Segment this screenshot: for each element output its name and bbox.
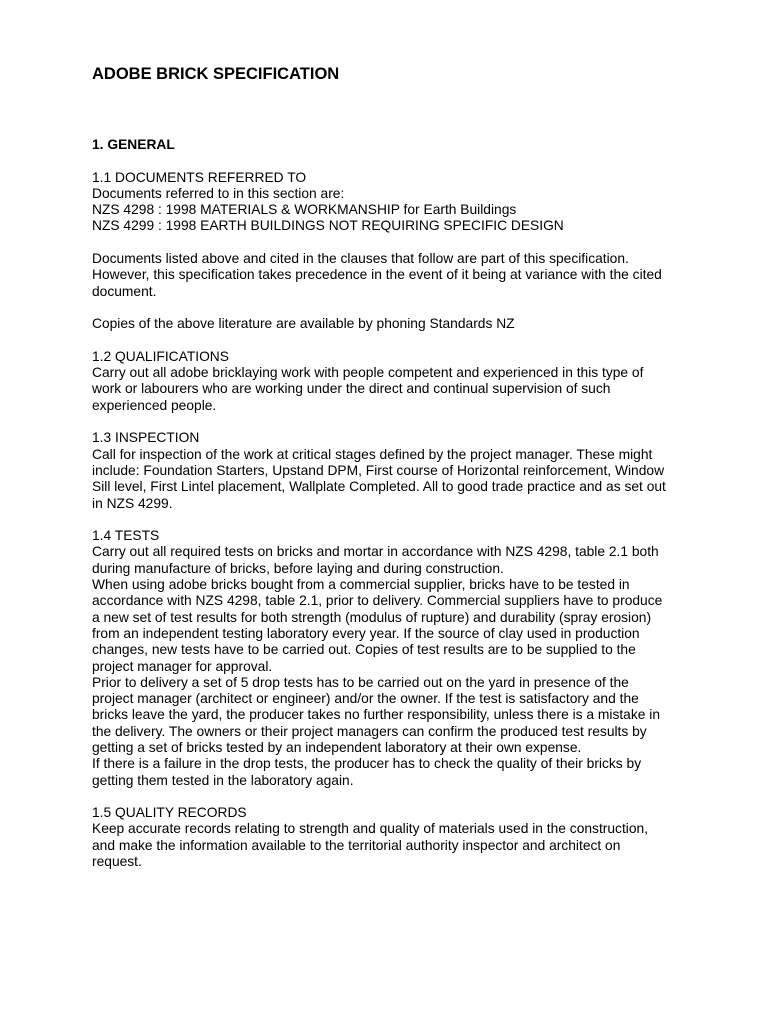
paragraph-line: Call for inspection of the work at critical stages defined by the project manager. These might: [92, 446, 653, 462]
document-title: ADOBE BRICK SPECIFICATION: [92, 65, 340, 83]
clause-heading: 1.2 QUALIFICATIONS: [92, 348, 229, 364]
paragraph-line: Copies of the above literature are available by phoning Standards NZ: [92, 316, 515, 332]
clause-1-5: [92, 805, 692, 870]
paragraph-line: in NZS 4299.: [92, 495, 173, 511]
paragraph-line: experienced people.: [92, 397, 217, 413]
paragraph-line: request.: [92, 854, 142, 870]
paragraph-line: Documents referred to in this section are:: [92, 185, 345, 201]
clause-1-3: [92, 430, 692, 511]
clause-heading: 1.1 DOCUMENTS REFERRED TO: [92, 169, 307, 185]
paragraph-line: When using adobe bricks bought from a commercial supplier, bricks have to be tested in: [92, 577, 630, 593]
paragraph-line: from an independent testing laboratory every year. If the source of clay used in production: [92, 625, 640, 641]
paragraph-line: If there is a failure in the drop tests, the producer has to check the quality of their bricks by: [92, 756, 642, 772]
paragraph-line: getting a set of bricks tested by an independent laboratory at their own expense.: [92, 739, 582, 755]
referenced-document: NZS 4298 : 1998 MATERIALS & WORKMANSHIP for Earth Buildings: [92, 202, 517, 218]
document-page: [92, 64, 692, 870]
paragraph-line: during manufacture of bricks, before laying and during construction.: [92, 560, 504, 576]
paragraph-line: changes, new tests have to be carried out. Copies of test results are to be supplied to the: [92, 642, 636, 658]
paragraph-line: bricks leave the yard, the producer takes no further responsibility, unless there is a mistake in: [92, 707, 660, 723]
paragraph-line: getting them tested in the laboratory again.: [92, 772, 354, 788]
paragraph-line: work or labourers who are working under the direct and continual supervision of such: [92, 381, 611, 397]
clause-1-1: [92, 170, 692, 333]
clause-1-2: [92, 349, 692, 414]
paragraph-line: document.: [92, 283, 157, 299]
paragraph-line: Carry out all required tests on bricks and mortar in accordance with NZS 4298, table 2.1 both: [92, 544, 659, 560]
paragraph-line: a new set of test results for both strength (modulus of rupture) and durability (spray erosion): [92, 609, 652, 625]
paragraph-line: Sill level, First Lintel placement, Wallplate Completed. All to good trade practice and as set out: [92, 479, 666, 495]
paragraph-line: and make the information available to the territorial authority inspector and architect on: [92, 837, 621, 853]
paragraph-line: Prior to delivery a set of 5 drop tests has to be carried out on the yard in presence of the: [92, 674, 629, 690]
clause-heading: 1.5 QUALITY RECORDS: [92, 805, 247, 821]
paragraph-line: Carry out all adobe bricklaying work with people competent and experienced in this type of: [92, 365, 644, 381]
paragraph-line: project manager for approval.: [92, 658, 273, 674]
paragraph-line: project manager (architect or engineer) and/or the owner. If the test is satisfactory and the: [92, 691, 639, 707]
clause-1-4: [92, 528, 692, 789]
paragraph-line: the delivery. The owners or their project managers can confirm the produced test results by: [92, 723, 647, 739]
paragraph-line: Documents listed above and cited in the clauses that follow are part of this specification.: [92, 251, 629, 267]
clause-heading: 1.4 TESTS: [92, 528, 160, 544]
clause-heading: 1.3 INSPECTION: [92, 430, 200, 446]
paragraph-line: accordance with NZS 4298, table 2.1, prior to delivery. Commercial suppliers have to produce: [92, 593, 663, 609]
paragraph-line: include: Foundation Starters, Upstand DPM, First course of Horizontal reinforcement, Window: [92, 462, 665, 478]
referenced-document: NZS 4299 : 1998 EARTH BUILDINGS NOT REQUIRING SPECIFIC DESIGN: [92, 218, 564, 234]
paragraph-line: However, this specification takes precedence in the event of it being at variance with the cited: [92, 267, 662, 283]
section-heading-general: 1. GENERAL: [92, 137, 175, 152]
paragraph-line: Keep accurate records relating to strength and quality of materials used in the construction,: [92, 821, 649, 837]
